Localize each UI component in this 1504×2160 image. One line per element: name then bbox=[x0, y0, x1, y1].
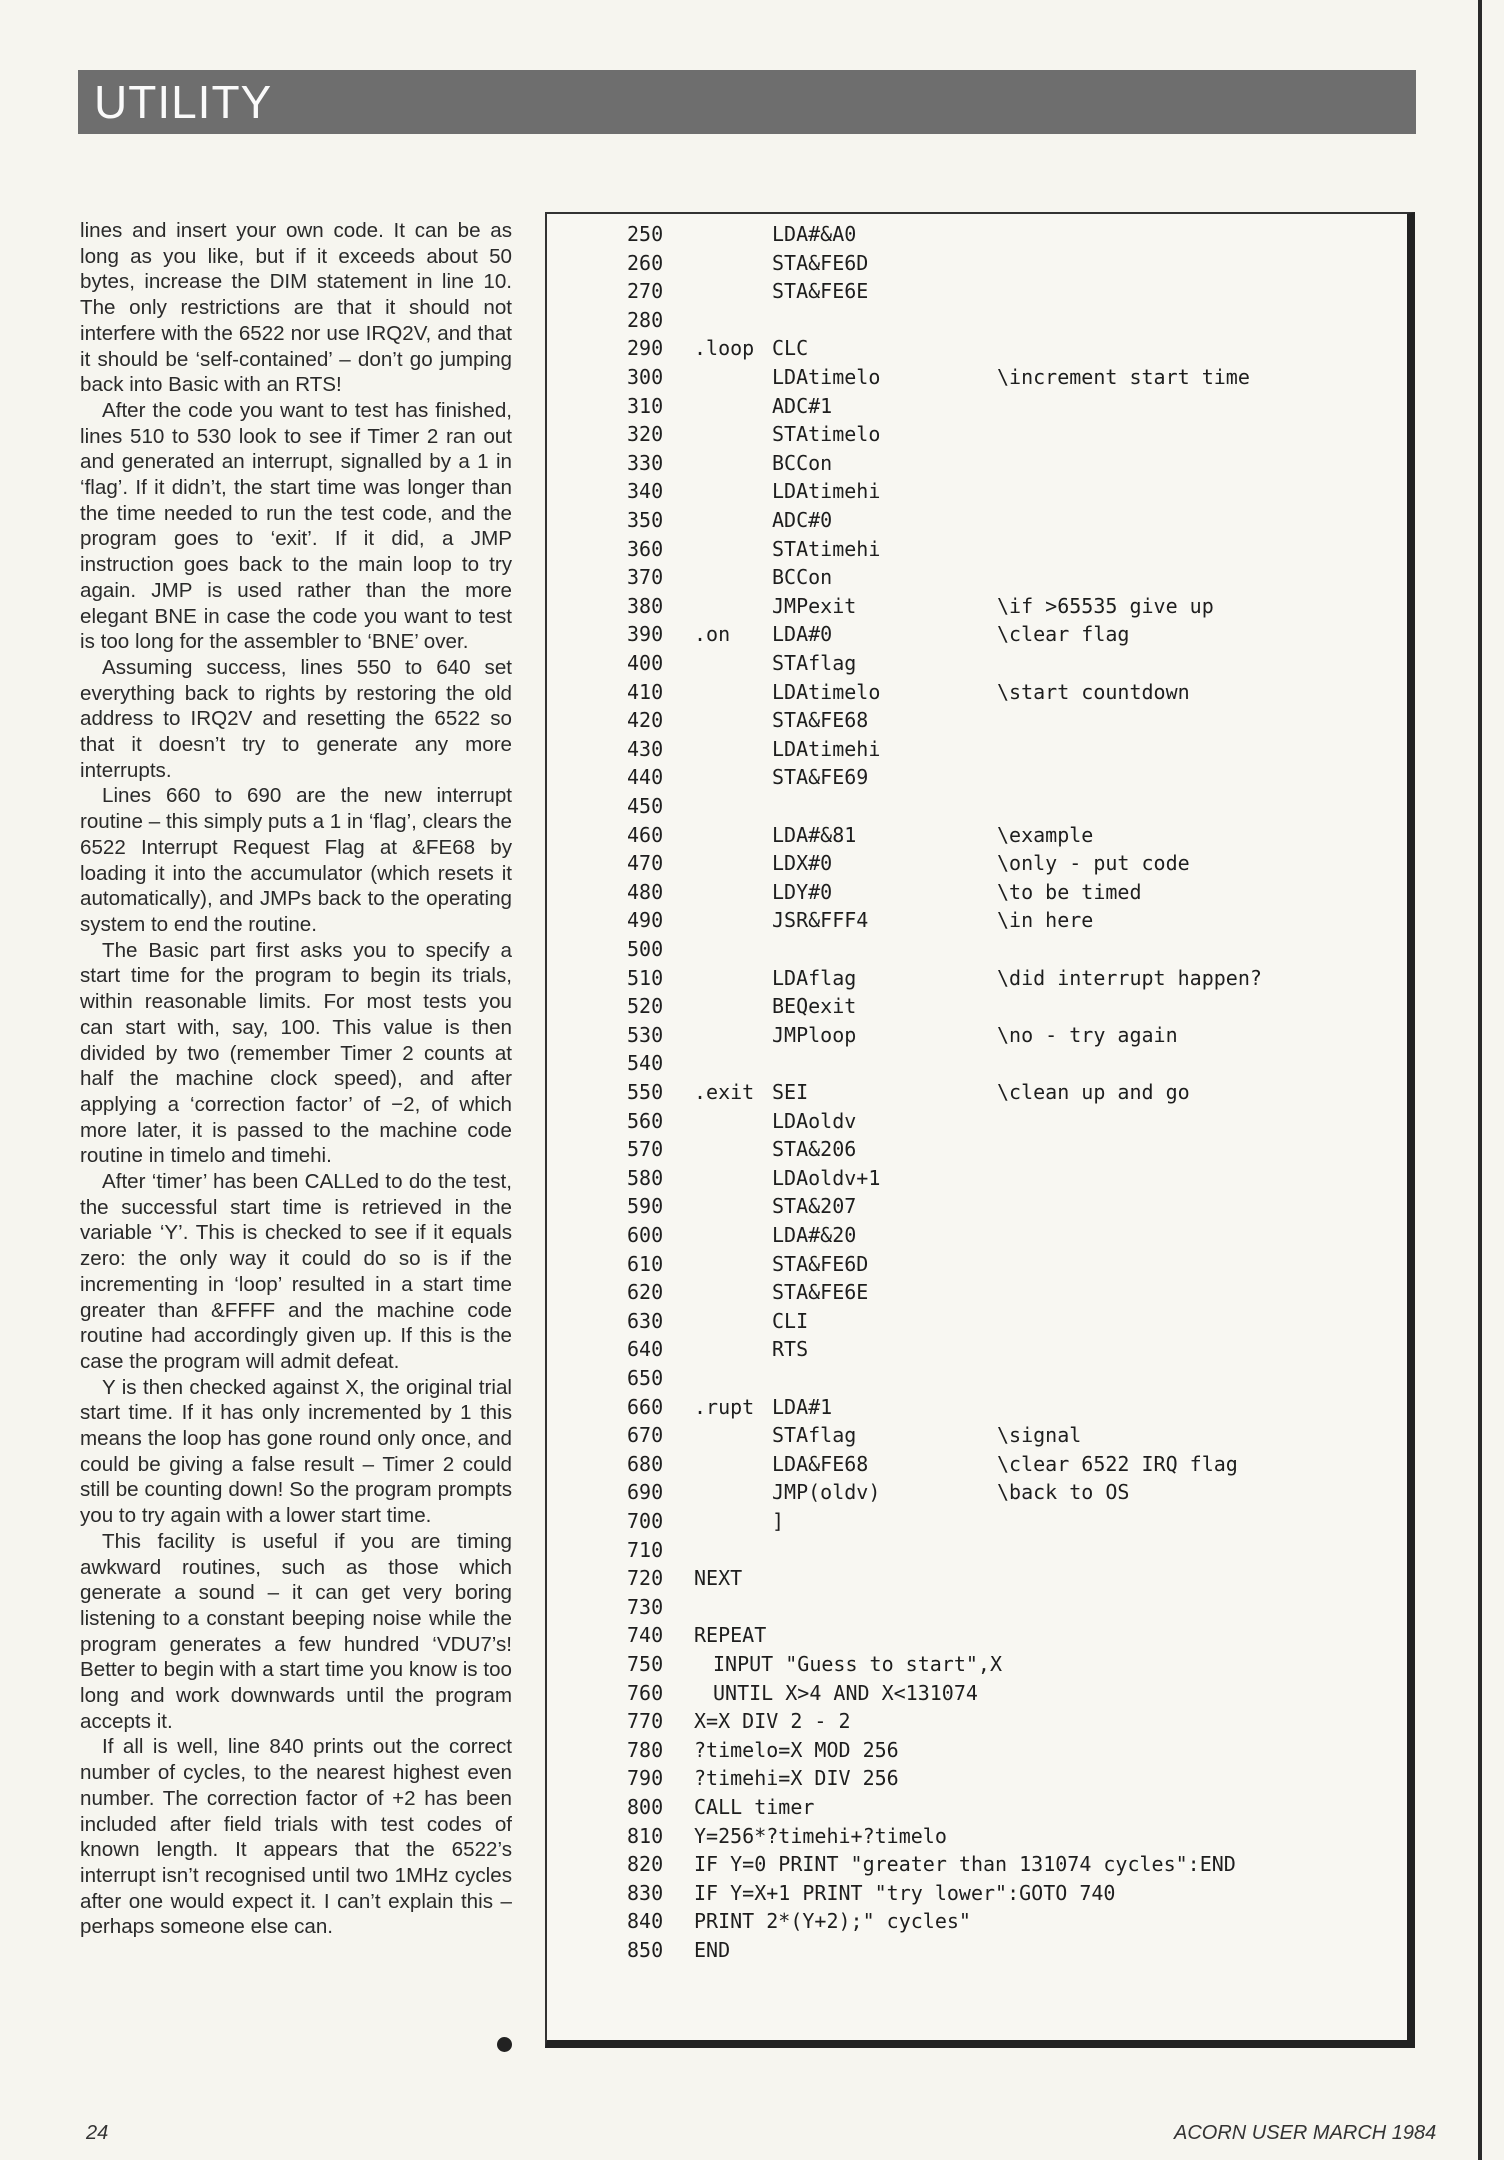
listing-line bbox=[547, 1478, 1407, 1506]
article-paragraph: After ‘timer’ has been CALLed to do the test, the successful start time is retrieved in the variable ‘Y’. This is checked to see if it equals zero: the only way it could do so is if the incrementing in ‘loop’ resulted in a start time greater than &FFFF and the machine code routine had accordingly given up. If this is the case the program will admit defeat. bbox=[80, 1170, 512, 1373]
line-number: 830 bbox=[627, 1880, 664, 1905]
listing-line bbox=[547, 563, 1407, 591]
basic-statement: END bbox=[694, 1938, 731, 1962]
asm-instruction: CLC bbox=[772, 336, 809, 361]
line-number: 850 bbox=[627, 1938, 664, 1962]
line-number: 790 bbox=[627, 1766, 664, 1791]
asm-instruction: STA&FE6D bbox=[772, 1251, 869, 1276]
article-paragraph: The Basic part first asks you to specify a start time for the program to begin its trials, within reasonable limits. For most tests you can start with, say, 100. This value is then divided by two (remember Timer 2 counts at half the machine clock speed), and after applying a ‘correction factor’ of −2, of which more later, it is passed to the machine code routine in timelo and timehi. bbox=[80, 938, 512, 1168]
line-number: 290 bbox=[627, 336, 664, 361]
listing-line bbox=[547, 1621, 1407, 1649]
line-number: 670 bbox=[627, 1423, 664, 1448]
listing-line bbox=[547, 706, 1407, 734]
asm-instruction: STA&FE6D bbox=[772, 250, 869, 275]
asm-instruction: LDX#0 bbox=[772, 851, 833, 876]
asm-instruction: STAtimehi bbox=[772, 536, 881, 561]
listing-line bbox=[547, 592, 1407, 620]
listing-line bbox=[547, 1221, 1407, 1249]
listing-line bbox=[547, 1421, 1407, 1449]
end-of-article-bullet bbox=[497, 2037, 512, 2052]
line-number: 720 bbox=[627, 1566, 664, 1591]
basic-statement: INPUT "Guess to start",X bbox=[713, 1652, 1002, 1676]
listing-line bbox=[547, 1736, 1407, 1764]
asm-instruction: LDAoldv+1 bbox=[772, 1165, 881, 1190]
asm-instruction: STA&207 bbox=[772, 1194, 857, 1219]
line-number: 320 bbox=[627, 422, 664, 447]
asm-instruction: ] bbox=[772, 1509, 785, 1533]
asm-instruction: LDA&FE68 bbox=[772, 1451, 869, 1476]
asm-instruction: ADC#1 bbox=[772, 393, 833, 418]
page-number: 24 bbox=[86, 2122, 109, 2144]
listing-line bbox=[547, 1593, 1407, 1621]
line-number: 840 bbox=[627, 1909, 664, 1934]
listing-line bbox=[547, 1650, 1407, 1678]
asm-instruction: STA&206 bbox=[772, 1137, 857, 1162]
listing-line bbox=[547, 1250, 1407, 1278]
line-number: 650 bbox=[627, 1366, 664, 1390]
listing-line bbox=[547, 792, 1407, 820]
listing-line bbox=[547, 420, 1407, 448]
asm-comment: \if >65535 give up bbox=[997, 593, 1214, 618]
article-paragraph: Y is then checked against X, the original trial start time. If it has only incremented by 1 this means the loop has gone round only once, and could be giving a false result – Timer 2 could still be counting down! So the program prompts you to try again with a lower start time. bbox=[80, 1375, 512, 1528]
magazine-issue: ACORN USER MARCH 1984 bbox=[1174, 2122, 1437, 2144]
listing-line bbox=[547, 1364, 1407, 1392]
listing-line bbox=[547, 906, 1407, 934]
line-number: 380 bbox=[627, 593, 664, 618]
asm-instruction: SEI bbox=[772, 1080, 809, 1104]
asm-instruction: STAflag bbox=[772, 1423, 857, 1448]
listing-line bbox=[547, 735, 1407, 763]
line-number: 370 bbox=[627, 565, 664, 590]
line-number: 820 bbox=[627, 1852, 664, 1877]
asm-instruction: JSR&FFF4 bbox=[772, 908, 869, 933]
line-number: 710 bbox=[627, 1537, 664, 1562]
listing-line bbox=[547, 1879, 1407, 1907]
listing-line bbox=[547, 1822, 1407, 1850]
listing-line bbox=[547, 1278, 1407, 1306]
asm-instruction: STA&FE68 bbox=[772, 708, 869, 733]
article-paragraph: Assuming success, lines 550 to 640 set everything back to rights by restoring the old address to IRQ2V and resetting the 6522 so that it doesn’t try to generate any more interrupts. bbox=[80, 655, 512, 782]
basic-statement: ?timelo=X MOD 256 bbox=[694, 1737, 899, 1762]
line-number: 500 bbox=[627, 937, 664, 961]
line-number: 270 bbox=[627, 279, 664, 304]
listing-line bbox=[547, 1107, 1407, 1135]
line-number: 310 bbox=[627, 393, 664, 418]
line-number: 690 bbox=[627, 1480, 664, 1505]
listing-line bbox=[547, 1135, 1407, 1163]
listing-line bbox=[547, 935, 1407, 963]
basic-statement: Y=256*?timehi+?timelo bbox=[694, 1823, 947, 1848]
listing-line bbox=[547, 649, 1407, 677]
line-number: 780 bbox=[627, 1737, 664, 1762]
asm-comment: \increment start time bbox=[997, 365, 1250, 389]
basic-statement: REPEAT bbox=[694, 1623, 767, 1648]
asm-instruction: LDA#0 bbox=[772, 622, 833, 647]
asm-instruction: LDAtimelo bbox=[772, 679, 881, 704]
line-number: 610 bbox=[627, 1251, 664, 1276]
asm-instruction: LDAtimehi bbox=[772, 736, 881, 761]
asm-instruction: STA&FE6E bbox=[772, 1280, 869, 1305]
asm-comment: \only - put code bbox=[997, 851, 1190, 876]
basic-statement: UNTIL X>4 AND X<131074 bbox=[713, 1680, 978, 1705]
asm-instruction: LDAflag bbox=[772, 965, 857, 990]
asm-instruction: STA&FE6E bbox=[772, 279, 869, 304]
listing-line bbox=[547, 477, 1407, 505]
listing-line bbox=[547, 249, 1407, 277]
asm-instruction: LDA#&A0 bbox=[772, 222, 857, 246]
line-number: 390 bbox=[627, 622, 664, 647]
asm-label: .rupt bbox=[694, 1394, 755, 1419]
line-number: 490 bbox=[627, 908, 664, 933]
asm-label: .exit bbox=[694, 1080, 755, 1104]
asm-instruction: STAtimelo bbox=[772, 422, 881, 447]
basic-statement: IF Y=X+1 PRINT "try lower":GOTO 740 bbox=[694, 1880, 1116, 1905]
listing-line bbox=[547, 1450, 1407, 1478]
line-number: 560 bbox=[627, 1108, 664, 1133]
listing-line bbox=[547, 1192, 1407, 1220]
line-number: 300 bbox=[627, 365, 664, 389]
line-number: 360 bbox=[627, 536, 664, 561]
listing-line bbox=[547, 220, 1407, 248]
listing-line bbox=[547, 1936, 1407, 1964]
basic-statement: IF Y=0 PRINT "greater than 131074 cycles":END bbox=[694, 1852, 1236, 1877]
asm-comment: \did interrupt happen? bbox=[997, 965, 1262, 990]
line-number: 340 bbox=[627, 479, 664, 504]
listing-line bbox=[547, 878, 1407, 906]
line-number: 530 bbox=[627, 1022, 664, 1047]
line-number: 430 bbox=[627, 736, 664, 761]
listing-line bbox=[547, 964, 1407, 992]
listing-line bbox=[547, 1393, 1407, 1421]
asm-instruction: LDAtimehi bbox=[772, 479, 881, 504]
asm-comment: \signal bbox=[997, 1423, 1082, 1448]
line-number: 760 bbox=[627, 1680, 664, 1705]
section-header-bar bbox=[78, 70, 1416, 134]
asm-comment: \start countdown bbox=[997, 679, 1190, 704]
asm-instruction: STA&FE69 bbox=[772, 765, 869, 790]
listing-line bbox=[547, 1049, 1407, 1077]
line-number: 630 bbox=[627, 1308, 664, 1333]
asm-comment: \back to OS bbox=[997, 1480, 1130, 1505]
basic-statement: NEXT bbox=[694, 1566, 743, 1591]
asm-instruction: BEQexit bbox=[772, 994, 857, 1019]
asm-instruction: RTS bbox=[772, 1337, 809, 1362]
listing-line bbox=[547, 763, 1407, 791]
line-number: 330 bbox=[627, 450, 664, 475]
listing-line bbox=[547, 392, 1407, 420]
line-number: 590 bbox=[627, 1194, 664, 1219]
listing-line bbox=[547, 992, 1407, 1020]
listing-line bbox=[547, 506, 1407, 534]
line-number: 510 bbox=[627, 965, 664, 990]
line-number: 640 bbox=[627, 1337, 664, 1362]
line-number: 730 bbox=[627, 1594, 664, 1619]
article-body bbox=[80, 218, 512, 1940]
line-number: 540 bbox=[627, 1051, 664, 1076]
listing-line bbox=[547, 1078, 1407, 1106]
listing-line bbox=[547, 1564, 1407, 1592]
line-number: 350 bbox=[627, 508, 664, 532]
line-number: 740 bbox=[627, 1623, 664, 1648]
line-number: 580 bbox=[627, 1165, 664, 1190]
listing-line bbox=[547, 1307, 1407, 1335]
line-number: 770 bbox=[627, 1709, 664, 1734]
asm-comment: \example bbox=[997, 822, 1094, 847]
line-number: 520 bbox=[627, 994, 664, 1019]
listing-line bbox=[547, 620, 1407, 648]
asm-label: .on bbox=[694, 622, 731, 647]
listing-line bbox=[547, 1507, 1407, 1535]
listing-line bbox=[547, 363, 1407, 391]
asm-comment: \to be timed bbox=[997, 879, 1142, 904]
listing-line bbox=[547, 1679, 1407, 1707]
listing-line bbox=[547, 334, 1407, 362]
line-number: 410 bbox=[627, 679, 664, 704]
line-number: 550 bbox=[627, 1080, 664, 1104]
line-number: 570 bbox=[627, 1137, 664, 1162]
line-number: 700 bbox=[627, 1509, 664, 1533]
line-number: 400 bbox=[627, 651, 664, 675]
asm-instruction: JMPexit bbox=[772, 593, 857, 618]
asm-instruction: LDAtimelo bbox=[772, 365, 881, 389]
asm-comment: \clean up and go bbox=[997, 1080, 1190, 1104]
asm-instruction: LDA#1 bbox=[772, 1394, 833, 1419]
article-paragraph: lines and insert your own code. It can be as long as you like, but if it exceeds about 50 bytes, increase the DIM statement in line 10. The only restrictions are that it should not interfere with the 6522 nor use IRQ2V, and that it should be ‘self-contained’ – don’t go jumping back into Basic with an RTS! bbox=[80, 219, 512, 397]
listing-line bbox=[547, 1793, 1407, 1821]
article-paragraph: Lines 660 to 690 are the new interrupt routine – this simply puts a 1 in ‘flag’, clears the 6522 Interrupt Request Flag at &FE68 by loading it into the accumulator (which resets it automatically), and JMPs back to the operating system to end the routine. bbox=[80, 784, 512, 936]
basic-statement: X=X DIV 2 - 2 bbox=[694, 1709, 851, 1734]
asm-instruction: LDA#&20 bbox=[772, 1223, 857, 1247]
asm-comment: \clear flag bbox=[997, 622, 1130, 647]
line-number: 470 bbox=[627, 851, 664, 876]
line-number: 250 bbox=[627, 222, 664, 246]
listing-line bbox=[547, 821, 1407, 849]
line-number: 260 bbox=[627, 250, 664, 275]
asm-instruction: LDA#&81 bbox=[772, 822, 857, 847]
line-number: 800 bbox=[627, 1795, 664, 1819]
line-number: 660 bbox=[627, 1394, 664, 1419]
article-paragraph: After the code you want to test has finished, lines 510 to 530 look to see if Timer 2 ran out and generated an interrupt, signalled by a 1 in ‘flag’. If it didn’t, the start time was longer than the time needed to run the test code, and the program goes to ‘exit’. If it did, a JMP instruction goes back to the main loop to try again. JMP is used rather than the more elegant BNE in case the code you want to test is too long for the assembler to ‘BNE’ over. bbox=[80, 398, 512, 654]
asm-comment: \in here bbox=[997, 908, 1094, 933]
line-number: 440 bbox=[627, 765, 664, 790]
line-number: 750 bbox=[627, 1652, 664, 1676]
listing-line bbox=[547, 1536, 1407, 1564]
listing-line bbox=[547, 277, 1407, 305]
section-title: UTILITY bbox=[94, 76, 273, 128]
asm-comment: \clear 6522 IRQ flag bbox=[997, 1451, 1238, 1476]
listing-line bbox=[547, 1907, 1407, 1935]
line-number: 450 bbox=[627, 794, 664, 818]
asm-instruction: JMPloop bbox=[772, 1022, 857, 1047]
listing-line bbox=[547, 449, 1407, 477]
line-number: 680 bbox=[627, 1451, 664, 1476]
listing-line bbox=[547, 306, 1407, 334]
basic-statement: PRINT 2*(Y+2);" cycles" bbox=[694, 1909, 971, 1934]
asm-comment: \no - try again bbox=[997, 1022, 1178, 1047]
line-number: 600 bbox=[627, 1223, 664, 1247]
asm-instruction: CLI bbox=[772, 1308, 809, 1333]
line-number: 460 bbox=[627, 822, 664, 847]
listing-line bbox=[547, 849, 1407, 877]
listing-line bbox=[547, 1707, 1407, 1735]
page-edge bbox=[1478, 0, 1482, 2160]
listing-line bbox=[547, 535, 1407, 563]
article-paragraph: This facility is useful if you are timing awkward routines, such as those which generate a sound – it can get very boring listening to a constant beeping noise while the program generates a few hundred ‘VDU7’s! Better to begin with a start time you know is too long and work downwards until the program accepts it. bbox=[80, 1529, 512, 1733]
listing-line bbox=[547, 1164, 1407, 1192]
listing-line bbox=[547, 1764, 1407, 1792]
listing-line bbox=[547, 1850, 1407, 1878]
asm-label: .loop bbox=[694, 336, 755, 361]
program-listing bbox=[545, 212, 1415, 2048]
line-number: 280 bbox=[627, 307, 664, 332]
basic-statement: ?timehi=X DIV 256 bbox=[694, 1766, 899, 1791]
line-number: 480 bbox=[627, 879, 664, 904]
basic-statement: CALL timer bbox=[694, 1795, 815, 1819]
asm-instruction: LDY#0 bbox=[772, 879, 833, 904]
line-number: 420 bbox=[627, 708, 664, 733]
line-number: 620 bbox=[627, 1280, 664, 1305]
asm-instruction: JMP(oldv) bbox=[772, 1480, 881, 1505]
asm-instruction: BCCon bbox=[772, 565, 833, 590]
line-number: 810 bbox=[627, 1823, 664, 1848]
listing-line bbox=[547, 678, 1407, 706]
asm-instruction: LDAoldv bbox=[772, 1108, 857, 1133]
article-paragraph: If all is well, line 840 prints out the correct number of cycles, to the nearest highest even number. The correction factor of +2 has been included after field trials with test codes of known length. It appears that the 6522’s interrupt isn’t recognised until two 1MHz cycles after one would expect it. I can’t explain this – perhaps someone else can. bbox=[80, 1735, 512, 1939]
asm-instruction: BCCon bbox=[772, 450, 833, 475]
asm-instruction: STAflag bbox=[772, 651, 857, 675]
listing-line bbox=[547, 1335, 1407, 1363]
listing-line bbox=[547, 1021, 1407, 1049]
asm-instruction: ADC#0 bbox=[772, 508, 833, 532]
